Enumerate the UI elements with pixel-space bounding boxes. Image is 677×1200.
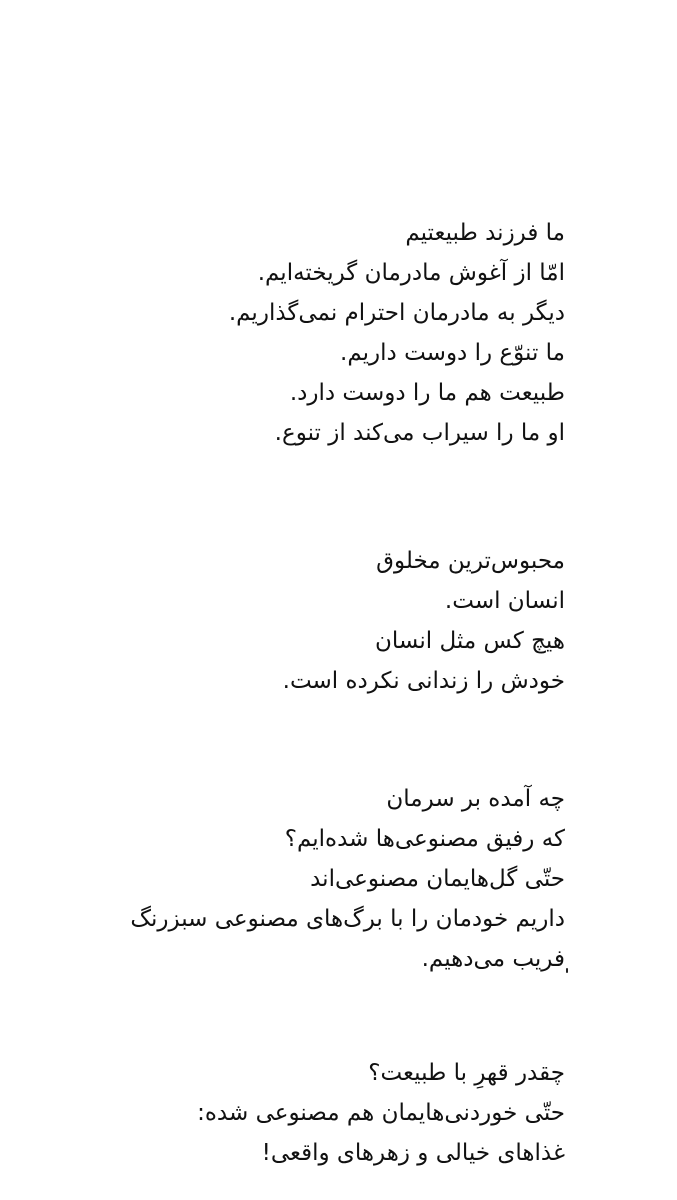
stanza-4 <box>85 1053 565 1173</box>
poem-line: حتّی خوردنی‌هایمان هم مصنوعی شده: <box>197 1100 565 1126</box>
poem-line: چه آمده بر سرمان <box>386 786 565 812</box>
stanza-gap <box>85 979 565 1053</box>
poem-line: امّا از آغوش مادرمان گریخته‌ایم. <box>257 260 565 286</box>
poem-line: طبیعت هم ما را دوست دارد. <box>289 380 565 406</box>
poem-line: او ما را سیراب می‌کند از تنوع. <box>274 420 565 446</box>
stanza-2 <box>85 541 565 701</box>
ink-speck <box>566 968 568 973</box>
poem-line: داریم خودمان را با برگ‌های مصنوعی سبزرنگ <box>130 906 565 932</box>
poem-line: محبوس‌ترین مخلوق <box>376 548 565 574</box>
poem-line: هیچ کس مثل انسان <box>374 628 565 654</box>
poem-line: ما فرزند طبیعتیم <box>405 220 565 246</box>
stanza-gap <box>85 453 565 541</box>
poem-line: انسان است. <box>444 588 565 614</box>
poem-line: دیگر به مادرمان احترام نمی‌گذاریم. <box>228 300 565 326</box>
poem-line: فریب می‌دهیم. <box>421 946 565 972</box>
poem-line: که رفیق مصنوعی‌ها شده‌ایم؟ <box>284 826 565 852</box>
poem <box>85 213 565 1173</box>
poem-line: چقدر قهرِ با طبیعت؟ <box>368 1060 565 1086</box>
poem-line: غذاهای خیالی و زهرهای واقعی! <box>261 1140 565 1166</box>
stanza-1 <box>85 213 565 453</box>
poem-line: ما تنوّع را دوست داریم. <box>340 340 565 366</box>
stanza-3 <box>85 779 565 979</box>
poem-line: حتّی گل‌هایمان مصنوعی‌اند <box>310 866 565 892</box>
poem-line: خودش را زندانی نکرده است. <box>282 668 565 694</box>
stanza-gap <box>85 701 565 779</box>
